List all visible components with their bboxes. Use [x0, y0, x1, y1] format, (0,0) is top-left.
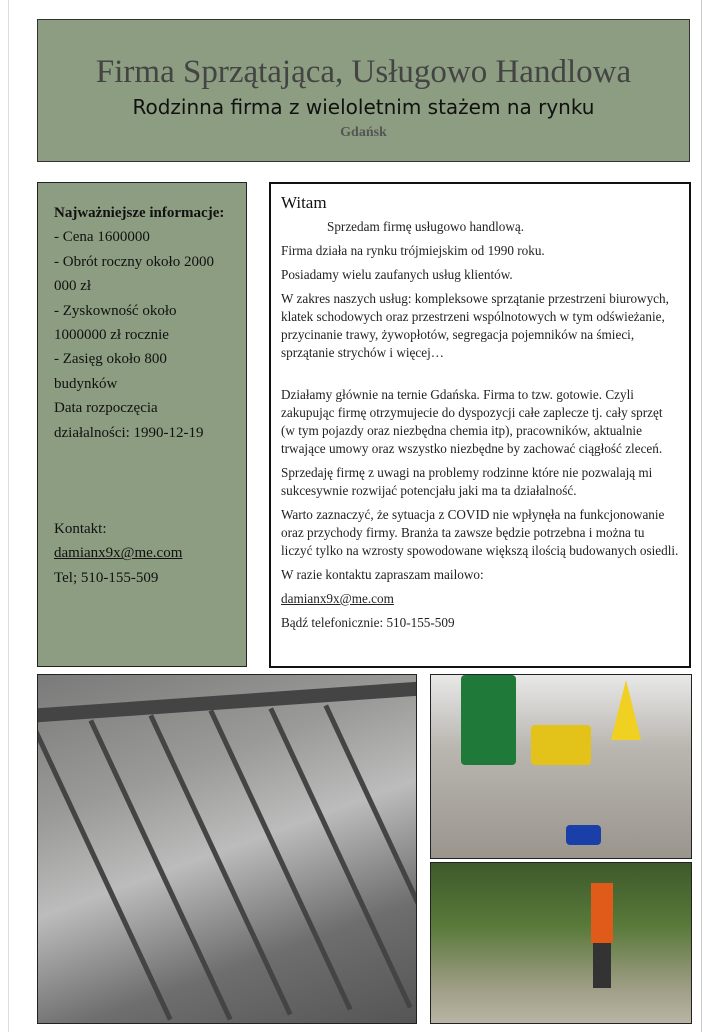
paragraph: Działamy głównie na ternie Gdańska. Firma to tzw. gotowie. Czyli zakupując firmę otrzymujecie do dyspozycji całe zaplecze tj. cały sprzęt (w tym pojazdy oraz niezbędna chemia itp), pracowników, aktualnie trwające umowy oraz wszystko niezbędne by zachować ciągłość zleceń. — [281, 387, 663, 456]
paragraph: Firma działa na rynku trójmiejskim od 1990 roku. — [281, 243, 545, 258]
email-link[interactable]: damianx9x@me.com — [281, 591, 394, 606]
info-line: - Zasięg około 800 budynków — [54, 351, 167, 392]
info-line: - Cena 1600000 — [54, 229, 150, 246]
info-line: Data rozpoczęcia działalności: 1990-12-19 — [54, 400, 204, 441]
mopping-photo — [430, 674, 692, 859]
page-title: Firma Sprzątająca, Usługowo Handlowa — [95, 54, 632, 90]
info-line: - Obrót roczny około 2000 000 zł — [54, 253, 214, 295]
paragraph: W zakres naszych usług: kompleksowe sprzątanie przestrzeni biurowych, klatek schodowych oraz przestrzeni wspólnotowych w tym odświeżanie, przycinanie trawy, żywopłotów, segregacja pojemników na śmieci, sprzątanie strychów i więcej… — [281, 291, 669, 360]
paragraph: Posiadamy wielu zaufanych usług klientów. — [281, 267, 513, 282]
contact-email-link[interactable]: damianx9x@me.com — [54, 545, 183, 562]
description-panel — [269, 182, 691, 668]
paragraph: Sprzedaję firmę z uwagi na problemy rodzinne które nie pozwalają mi sukcesywnie rozwijać potencjału jaki ma ta działalność. — [281, 465, 653, 498]
garden-work-photo — [430, 862, 692, 1024]
phone-line: Bądź telefonicznie: 510-155-509 — [281, 615, 455, 630]
paragraph: Warto zaznaczyć, że sytuacja z COVID nie wpłynęła na funkcjonowanie oraz przychody firmy. Branża ta zawsze będzie potrzebna i można tu liczyć tylko na wzrosty spowodowane większą ilością budowanych osiedli. — [281, 507, 679, 558]
paragraph: Sprzedam firmę usługowo handlową. — [327, 219, 525, 234]
stairs-cleaning-photo — [37, 674, 417, 1024]
page-subtitle: Rodzinna firma z wieloletnim stażem na rynku — [132, 95, 595, 119]
city-label: Gdańsk — [340, 125, 387, 140]
contact-label: Kontakt: — [54, 521, 107, 538]
paragraph: W razie kontaktu zapraszam mailowo: — [281, 567, 484, 582]
info-panel — [37, 182, 247, 667]
info-heading: Najważniejsze informacje: — [54, 205, 225, 221]
greeting: Witam — [281, 193, 327, 212]
info-line: - Zyskowność około 1000000 zł rocznie — [54, 302, 177, 344]
header-banner — [37, 19, 690, 162]
contact-phone: Tel; 510-155-509 — [54, 569, 159, 586]
